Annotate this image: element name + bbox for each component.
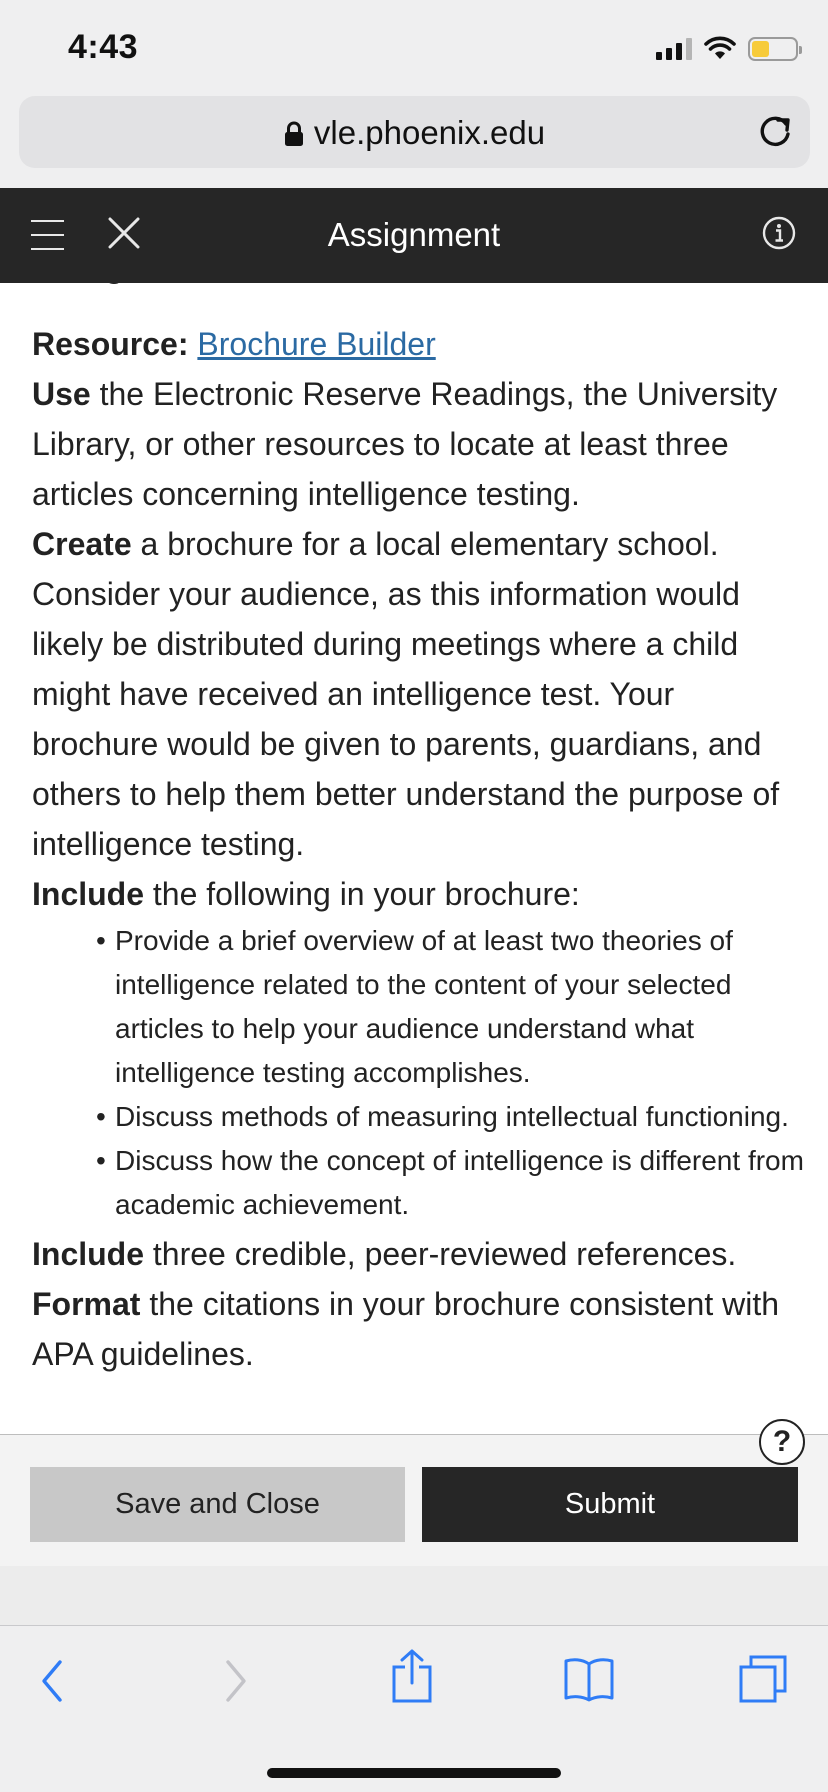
- brochure-builder-link[interactable]: Brochure Builder: [197, 326, 436, 362]
- requirements-list: [98, 919, 804, 1227]
- list-item: • Provide a brief overview of at least two theories of intelligence related to the content of your selected articles to help your audience understand what intelligence testing accomplishes.: [98, 919, 804, 1095]
- tabs-icon[interactable]: [738, 1654, 788, 1704]
- resource-line: [32, 319, 804, 369]
- references-paragraph: Include three credible, peer-reviewed references.: [32, 1236, 737, 1272]
- back-icon[interactable]: [36, 1656, 68, 1706]
- app-header: [0, 188, 828, 283]
- url-text: vle.phoenix.edu: [313, 114, 546, 151]
- use-paragraph: Use the Electronic Reserve Readings, the University Library, or other resources to locate at least three articles concerning intelligence testing.: [32, 376, 778, 512]
- spacer-band: [0, 1566, 828, 1625]
- reload-icon[interactable]: [756, 112, 794, 152]
- cellular-signal-icon: [656, 38, 692, 60]
- list-item: • Discuss how the concept of intelligence is different from academic achievement.: [98, 1139, 804, 1227]
- assignment-content: [0, 283, 828, 1435]
- status-bar: [0, 0, 828, 96]
- forward-icon[interactable]: [220, 1656, 252, 1706]
- format-paragraph: Format the citations in your brochure consistent with APA guidelines.: [32, 1286, 779, 1372]
- browser-toolbar: [0, 1625, 828, 1792]
- list-item: • Discuss methods of measuring intellectual functioning.: [98, 1095, 804, 1139]
- info-icon[interactable]: [762, 216, 796, 250]
- home-indicator: [267, 1768, 561, 1778]
- status-icons: [656, 34, 798, 64]
- browser-address-area: [0, 96, 828, 188]
- wifi-icon: [704, 37, 736, 61]
- share-icon[interactable]: [390, 1648, 434, 1704]
- help-icon[interactable]: ?: [759, 1419, 805, 1465]
- resource-label: Resource:: [32, 326, 189, 362]
- page-title: Assignment: [327, 216, 501, 253]
- save-and-close-button[interactable]: Save and Close: [30, 1467, 405, 1542]
- submit-button[interactable]: Submit: [422, 1467, 798, 1542]
- battery-icon: [748, 37, 798, 61]
- bookmarks-icon[interactable]: [563, 1656, 615, 1702]
- action-bar: [0, 1425, 828, 1566]
- create-paragraph: Create a brochure for a local elementary school. Consider your audience, as this information would likely be distributed during meetings where a child might have received an intelligence test. Your brochure would be given to parents, guardians, and others to help them better understand the purpose of intelligence testing.: [32, 526, 780, 862]
- address-bar[interactable]: [19, 96, 810, 168]
- status-time: 4:43: [68, 28, 139, 66]
- include-paragraph: Include the following in your brochure:: [32, 876, 580, 912]
- lock-icon: [284, 121, 304, 147]
